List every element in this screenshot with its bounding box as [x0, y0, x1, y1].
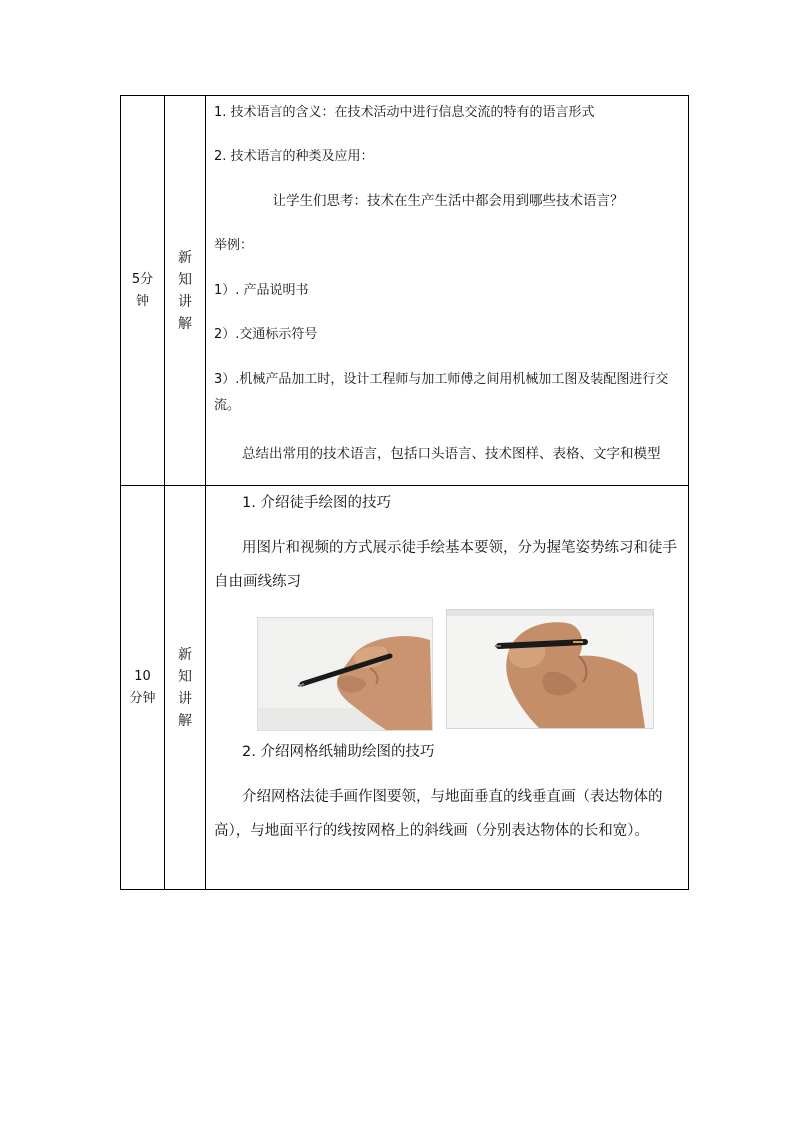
lesson-plan-table	[120, 95, 689, 890]
table-row	[121, 486, 689, 890]
content-line: 2）.交通标示符号	[214, 327, 318, 342]
content-cell	[206, 486, 689, 890]
content-line: 举例：	[214, 238, 254, 253]
hand-holding-pen-image	[258, 618, 432, 730]
stage-char: 新	[178, 249, 192, 266]
content-line: 让学生们思考：技术在生产生活中都会用到哪些技术语言？	[272, 193, 624, 209]
time-cell	[121, 486, 165, 890]
stage-cell	[165, 486, 206, 890]
stage-char: 讲	[178, 690, 192, 707]
time-cell	[121, 96, 165, 486]
stage-char: 解	[178, 315, 192, 332]
time-text: 5分	[131, 271, 154, 287]
stage-char: 解	[178, 712, 192, 729]
content-line: 1. 技术语言的含义：在技术活动中进行信息交流的特有的语言形式	[214, 105, 595, 120]
stage-char: 知	[178, 668, 192, 685]
time-text: 钟	[135, 293, 149, 309]
section-paragraph: 用图片和视频的方式展示徒手绘基本要领，分为握笔姿势练习和徒手自由画线练习	[214, 540, 677, 590]
time-text: 10	[134, 668, 151, 684]
stage-char: 新	[178, 646, 192, 663]
content-line: 2. 技术语言的种类及应用：	[214, 149, 374, 164]
content-line: 1）. 产品说明书	[214, 283, 309, 298]
content-cell	[206, 96, 689, 486]
stage-char: 知	[178, 271, 192, 288]
section-heading: 1. 介绍徒手绘图的技巧	[242, 495, 391, 511]
section-heading: 2. 介绍网格纸辅助绘图的技巧	[242, 744, 435, 760]
hand-holding-pen-image	[447, 610, 653, 728]
content-line: 总结出常用的技术语言，包括口头语言、技术图样、表格、文字和模型	[242, 446, 661, 462]
section-paragraph: 介绍网格法徒手画作图要领，与地面垂直的线垂直画（表达物体的高），与地面平行的线按网格上的斜线画（分别表达物体的长和宽）。	[214, 789, 663, 839]
pen-grip-photo	[257, 617, 433, 731]
stage-cell	[165, 96, 206, 486]
time-text: 分钟	[129, 690, 156, 706]
stage-char: 讲	[178, 293, 192, 310]
freehand-line-photo	[446, 609, 654, 729]
table-row	[121, 96, 689, 486]
content-line: 3）.机械产品加工时，设计工程师与加工师傅之间用机械加工图及装配图进行交流。	[214, 372, 669, 413]
